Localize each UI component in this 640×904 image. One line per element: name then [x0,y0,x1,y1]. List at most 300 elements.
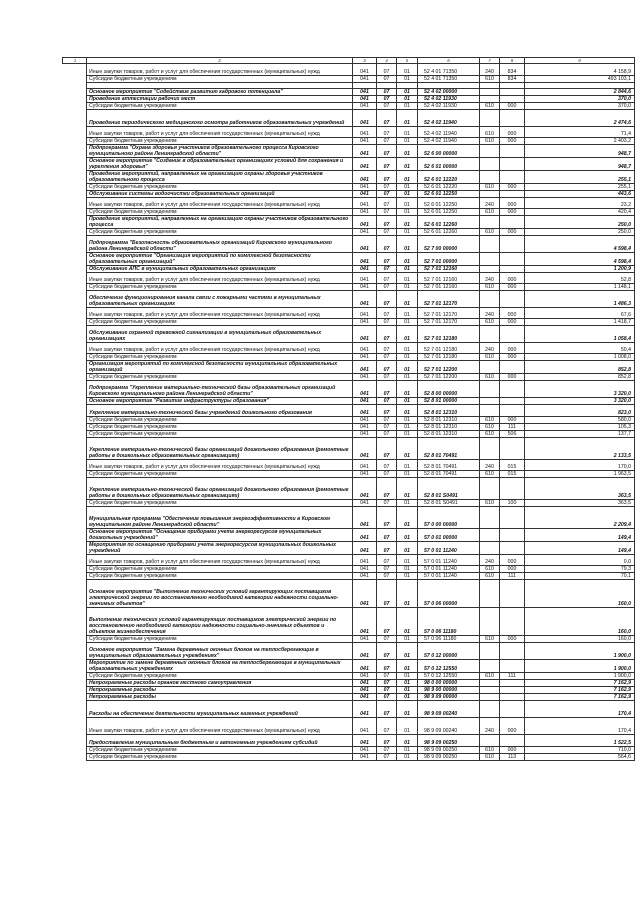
table-row [87,381,635,398]
cell-sum: 1 486,3 [525,291,635,308]
cell-name: Проведение периодического медицинского осмотра работников образовательных учреждений [87,110,353,127]
table-row [87,507,635,529]
table-row [87,718,635,735]
table-row [87,191,635,198]
cell-subsection: 01 [397,680,418,687]
cell-subsection: 01 [397,343,418,354]
cell-target-article: 52 7 01 12170 [418,319,480,326]
table-row [87,438,635,460]
cell-admin-code: 041 [353,555,377,566]
cell-target-article: 52 6 01 12260 [418,216,480,229]
cell-expense-type: 240 [480,343,500,354]
cell-subsection: 01 [397,555,418,566]
cell-target-article: 57 0 06 11180 [418,608,480,636]
cell-kosgu [500,507,525,529]
cell-target-article: 52 8 01 00000 [418,398,480,405]
cell-expense-type: 610 [480,103,500,110]
cell-kosgu: 100 [500,500,525,507]
cell-subsection: 01 [397,96,418,103]
cell-kosgu [500,236,525,253]
cell-subsection: 01 [397,253,418,266]
cell-section: 07 [377,138,397,145]
cell-admin-code: 041 [353,573,377,580]
cell-subsection: 01 [397,580,418,608]
cell-name: Проведение мероприятий, направленных на организацию охраны участников образовательного процесса [87,216,353,229]
cell-section: 07 [377,343,397,354]
cell-expense-type [480,735,500,747]
cell-section: 07 [377,229,397,236]
cell-sum: 0,0 [525,555,635,566]
cell-target-article: 52 6 01 12220 [418,184,480,191]
cell-kosgu: 000 [500,198,525,209]
cell-admin-code: 041 [353,431,377,438]
cell-target-article: 98 0 00 00000 [418,680,480,687]
cell-kosgu: 000 [500,184,525,191]
cell-name: Субсидии бюджетным учреждениям [87,103,353,110]
cell-admin-code: 041 [353,694,377,701]
cell-sum: 580,0 [525,417,635,424]
cell-kosgu [500,643,525,660]
cell-subsection: 01 [397,229,418,236]
cell-kosgu [500,608,525,636]
cell-target-article: 52 4 01 71350 [418,64,480,76]
cell-sum: 79,3 [525,566,635,573]
cell-kosgu [500,694,525,701]
cell-kosgu [500,191,525,198]
cell-target-article: 52 8 01 S0491 [418,500,480,507]
cell-section: 07 [377,471,397,478]
cell-target-article: 57 0 01 11240 [418,566,480,573]
column-number-section: 4 [377,58,397,64]
cell-section: 07 [377,127,397,138]
cell-name: Иные закупки товаров, работ и услуг для обеспечения государственных (муниципальных) нужд [87,308,353,319]
cell-subsection: 01 [397,127,418,138]
table-row [87,291,635,308]
cell-subsection: 01 [397,89,418,96]
cell-expense-type [480,529,500,542]
cell-expense-type: 610 [480,566,500,573]
cell-expense-type: 610 [480,573,500,580]
table-row [87,319,635,326]
table-row [87,308,635,319]
cell-target-article: 57 0 01 11240 [418,542,480,555]
cell-admin-code: 041 [353,735,377,747]
cell-name: Организация мероприятий по комплексной безопасности муниципальных образовательных организаций [87,361,353,374]
cell-target-article: 57 0 01 00000 [418,529,480,542]
table-row [87,361,635,374]
cell-admin-code: 041 [353,229,377,236]
cell-name: Субсидии бюджетным учреждениям [87,354,353,361]
cell-kosgu [500,326,525,343]
cell-name: Иные закупки товаров, работ и услуг для обеспечения государственных (муниципальных) нужд [87,343,353,354]
cell-subsection: 01 [397,76,418,83]
cell-kosgu: 111 [500,424,525,431]
cell-target-article: 98 9 09 00250 [418,747,480,754]
cell-admin-code: 041 [353,500,377,507]
cell-subsection: 01 [397,110,418,127]
cell-admin-code: 041 [353,687,377,694]
cell-section: 07 [377,291,397,308]
cell-section: 07 [377,529,397,542]
cell-subsection: 01 [397,103,418,110]
column-number-sum: 9 [525,58,635,64]
cell-kosgu: 000 [500,103,525,110]
table-row [87,566,635,573]
cell-sum: 1 418,7 [525,319,635,326]
cell-admin-code: 041 [353,138,377,145]
table-row [87,747,635,754]
cell-name: Субсидии бюджетным учреждениям [87,424,353,431]
table-row [87,643,635,660]
budget-table [86,57,635,761]
cell-target-article: 52 8 01 70491 [418,471,480,478]
cell-subsection: 01 [397,266,418,273]
cell-section: 07 [377,643,397,660]
cell-kosgu: 506 [500,431,525,438]
cell-expense-type [480,660,500,673]
cell-expense-type: 610 [480,471,500,478]
cell-name: Обслуживание АПС в муниципальных образовательных организациях [87,266,353,273]
cell-expense-type: 610 [480,138,500,145]
cell-name: Иные закупки товаров, работ и услуг для обеспечения государственных (муниципальных) нужд [87,460,353,471]
cell-subsection: 01 [397,431,418,438]
cell-name: Непрограммные расходы [87,687,353,694]
cell-section: 07 [377,374,397,381]
cell-section: 07 [377,110,397,127]
cell-target-article: 52 8 01 S0491 [418,478,480,500]
cell-admin-code: 041 [353,381,377,398]
table-row [87,229,635,236]
cell-subsection: 01 [397,643,418,660]
cell-section: 07 [377,608,397,636]
cell-target-article: 52 7 01 12180 [418,343,480,354]
cell-admin-code: 041 [353,471,377,478]
cell-target-article: 52 8 00 00000 [418,381,480,398]
cell-kosgu [500,529,525,542]
budget-document-page [86,57,634,761]
cell-subsection: 01 [397,291,418,308]
cell-sum: 105,3 [525,424,635,431]
cell-kosgu [500,89,525,96]
column-number-kosgu: 8 [500,58,525,64]
cell-expense-type [480,608,500,636]
cell-admin-code: 041 [353,284,377,291]
cell-section: 07 [377,478,397,500]
cell-kosgu: 000 [500,319,525,326]
cell-name: Мероприятие по замене деревянных оконных блоков на теплосберегающие в муниципальных образовательных учреждениях [87,660,353,673]
cell-admin-code: 041 [353,643,377,660]
table-row [87,673,635,680]
cell-expense-type [480,236,500,253]
cell-target-article: 57 0 00 00000 [418,507,480,529]
cell-subsection: 01 [397,694,418,701]
cell-subsection: 01 [397,284,418,291]
cell-target-article: 52 7 01 12200 [418,374,480,381]
cell-subsection: 01 [397,184,418,191]
cell-sum: 948,7 [525,158,635,171]
cell-subsection: 01 [397,471,418,478]
cell-kosgu [500,687,525,694]
table-row [87,555,635,566]
cell-sum: 948,7 [525,145,635,158]
table-row [87,460,635,471]
cell-admin-code: 041 [353,460,377,471]
cell-subsection: 01 [397,216,418,229]
cell-name: Выполнение технических условий гарантирующих поставщиков электрической энергии по восстановлению необходимой категории надежности социально-значимых объектов и объектов жизнеобеспечения [87,608,353,636]
cell-section: 07 [377,747,397,754]
cell-expense-type [480,580,500,608]
cell-admin-code: 041 [353,424,377,431]
cell-subsection: 01 [397,673,418,680]
cell-name: Субсидии бюджетным учреждениям [87,747,353,754]
table-row [87,64,635,76]
cell-expense-type: 240 [480,273,500,284]
cell-admin-code: 041 [353,253,377,266]
cell-name: Иные закупки товаров, работ и услуг для обеспечения государственных (муниципальных) нужд [87,64,353,76]
cell-sum: 137,7 [525,431,635,438]
cell-expense-type: 610 [480,374,500,381]
cell-expense-type [480,110,500,127]
cell-name: Проведение аттестации рабочих мест [87,96,353,103]
cell-name: Основное мероприятие "Развитие инфраструктуры образования" [87,398,353,405]
table-row [87,424,635,431]
table-row [87,145,635,158]
table-row [87,326,635,343]
cell-target-article: 52 6 01 12250 [418,209,480,216]
cell-name: Основное мероприятие "Замена деревянных оконных блоков на теплосберегающие в муниципальных образовательных учреждениях" [87,643,353,660]
cell-section: 07 [377,460,397,471]
cell-expense-type: 610 [480,636,500,643]
table-row [87,138,635,145]
cell-kosgu [500,478,525,500]
cell-expense-type: 610 [480,673,500,680]
cell-target-article: 98 9 09 00250 [418,754,480,761]
table-row [87,405,635,417]
cell-target-article: 98 9 09 00000 [418,694,480,701]
cell-subsection: 01 [397,381,418,398]
cell-kosgu: 113 [500,754,525,761]
cell-section: 07 [377,209,397,216]
cell-admin-code: 041 [353,754,377,761]
cell-section: 07 [377,580,397,608]
cell-section: 07 [377,145,397,158]
cell-subsection: 01 [397,138,418,145]
cell-sum: 67,6 [525,308,635,319]
cell-section: 07 [377,555,397,566]
cell-name: Предоставление муниципальным бюджетным и автономным учреждениям субсидий [87,735,353,747]
cell-expense-type [480,438,500,460]
cell-admin-code: 041 [353,266,377,273]
table-row [87,171,635,184]
cell-sum: 2 474,6 [525,110,635,127]
cell-section: 07 [377,191,397,198]
cell-section: 07 [377,542,397,555]
cell-expense-type: 240 [480,718,500,735]
cell-name: Субсидии бюджетным учреждениям [87,76,353,83]
cell-expense-type: 240 [480,308,500,319]
cell-name: Основное мероприятие "Оснащение приборами учета энергоресурсов муниципальных дошкольных учреждений" [87,529,353,542]
cell-kosgu [500,580,525,608]
cell-name: Мероприятия по оснащению приборами учета энергоресурсов муниципальных дошкольных учреждений [87,542,353,555]
cell-kosgu: 000 [500,636,525,643]
cell-target-article: 52 8 01 70491 [418,460,480,471]
table-row [87,471,635,478]
table-row [87,478,635,500]
cell-name: Иные закупки товаров, работ и услуг для обеспечения государственных (муниципальных) нужд [87,718,353,735]
cell-sum: 7 162,9 [525,687,635,694]
cell-kosgu [500,171,525,184]
cell-section: 07 [377,158,397,171]
cell-section: 07 [377,438,397,460]
cell-expense-type [480,191,500,198]
cell-subsection: 01 [397,145,418,158]
cell-expense-type [480,253,500,266]
cell-subsection: 01 [397,542,418,555]
cell-target-article: 52 4 02 00000 [418,89,480,96]
cell-expense-type [480,291,500,308]
cell-admin-code: 041 [353,191,377,198]
cell-expense-type: 610 [480,76,500,83]
cell-kosgu [500,398,525,405]
cell-kosgu: 834 [500,76,525,83]
cell-subsection: 01 [397,236,418,253]
cell-expense-type [480,89,500,96]
cell-section: 07 [377,284,397,291]
cell-kosgu [500,158,525,171]
cell-subsection: 01 [397,398,418,405]
cell-sum: 255,1 [525,171,635,184]
cell-kosgu: 015 [500,471,525,478]
cell-sum: 1 200,9 [525,266,635,273]
cell-section: 07 [377,735,397,747]
cell-name: Субсидии бюджетным учреждениям [87,417,353,424]
cell-section: 07 [377,89,397,96]
cell-target-article: 57 0 12 12550 [418,673,480,680]
cell-target-article: 52 7 01 12160 [418,284,480,291]
cell-sum: 2 403,2 [525,138,635,145]
cell-expense-type: 610 [480,229,500,236]
cell-name: Субсидии бюджетным учреждениям [87,138,353,145]
cell-section: 07 [377,319,397,326]
cell-sum: 1 900,0 [525,643,635,660]
cell-name: Субсидии бюджетным учреждениям [87,284,353,291]
cell-target-article: 98 9 09 00240 [418,701,480,718]
cell-expense-type: 610 [480,754,500,761]
cell-target-article: 98 9 09 00250 [418,735,480,747]
cell-kosgu: 000 [500,374,525,381]
cell-subsection: 01 [397,660,418,673]
cell-kosgu [500,266,525,273]
cell-kosgu: 000 [500,138,525,145]
cell-subsection: 01 [397,209,418,216]
cell-expense-type: 240 [480,555,500,566]
cell-section: 07 [377,266,397,273]
cell-kosgu: 000 [500,354,525,361]
cell-name: Субсидии бюджетным учреждениям [87,184,353,191]
cell-kosgu [500,680,525,687]
cell-section: 07 [377,354,397,361]
column-number-subsection: 5 [397,58,418,64]
cell-subsection: 01 [397,438,418,460]
cell-kosgu: 000 [500,718,525,735]
cell-admin-code: 041 [353,566,377,573]
cell-admin-code: 041 [353,636,377,643]
cell-sum: 255,1 [525,184,635,191]
cell-admin-code: 041 [353,319,377,326]
cell-sum: 363,5 [525,478,635,500]
cell-kosgu [500,381,525,398]
table-row [87,636,635,643]
cell-name: Обслуживание охранной тревожной сигнализации в муниципальных образовательных организациях [87,326,353,343]
cell-admin-code: 041 [353,343,377,354]
cell-section: 07 [377,431,397,438]
cell-expense-type [480,687,500,694]
cell-name: Основное мероприятие "Содействие развитию кадрового потенциала" [87,89,353,96]
cell-target-article: 52 7 01 12170 [418,291,480,308]
cell-admin-code: 041 [353,209,377,216]
cell-kosgu: 000 [500,747,525,754]
cell-admin-code: 041 [353,76,377,83]
cell-section: 07 [377,171,397,184]
table-row [87,680,635,687]
cell-sum: 443,6 [525,191,635,198]
cell-section: 07 [377,417,397,424]
cell-subsection: 01 [397,735,418,747]
cell-target-article: 52 4 02 11940 [418,110,480,127]
cell-expense-type [480,680,500,687]
cell-admin-code: 041 [353,236,377,253]
table-row [87,660,635,673]
cell-target-article: 52 7 00 00000 [418,236,480,253]
table-row [87,701,635,718]
cell-target-article: 52 8 01 70491 [418,438,480,460]
cell-name: Субсидии бюджетным учреждениям [87,636,353,643]
cell-admin-code: 041 [353,96,377,103]
cell-sum: 170,4 [525,701,635,718]
cell-target-article: 52 7 01 12200 [418,361,480,374]
cell-expense-type: 610 [480,500,500,507]
cell-admin-code: 041 [353,405,377,417]
cell-section: 07 [377,64,397,76]
cell-admin-code: 041 [353,542,377,555]
cell-section: 07 [377,687,397,694]
table-row [87,96,635,103]
cell-section: 07 [377,507,397,529]
cell-kosgu: 000 [500,417,525,424]
cell-subsection: 01 [397,273,418,284]
cell-section: 07 [377,573,397,580]
cell-admin-code: 041 [353,291,377,308]
cell-sum: 4 598,4 [525,253,635,266]
cell-name: Иные закупки товаров, работ и услуг для обеспечения государственных (муниципальных) нужд [87,273,353,284]
cell-section: 07 [377,236,397,253]
table-row [87,89,635,96]
table-row [87,216,635,229]
cell-target-article: 52 7 01 12180 [418,354,480,361]
cell-name: Проведение мероприятий, направленных на организацию охраны здоровья участников образовательного процесса [87,171,353,184]
cell-expense-type [480,158,500,171]
cell-admin-code: 041 [353,660,377,673]
cell-name: Субсидии бюджетным учреждениям [87,229,353,236]
cell-name: Субсидии бюджетным учреждениям [87,500,353,507]
cell-sum: 1 900,0 [525,673,635,680]
cell-sum: 823,0 [525,405,635,417]
cell-subsection: 01 [397,636,418,643]
cell-expense-type [480,266,500,273]
cell-expense-type: 610 [480,417,500,424]
cell-sum: 710,0 [525,747,635,754]
cell-sum: 3 320,0 [525,398,635,405]
